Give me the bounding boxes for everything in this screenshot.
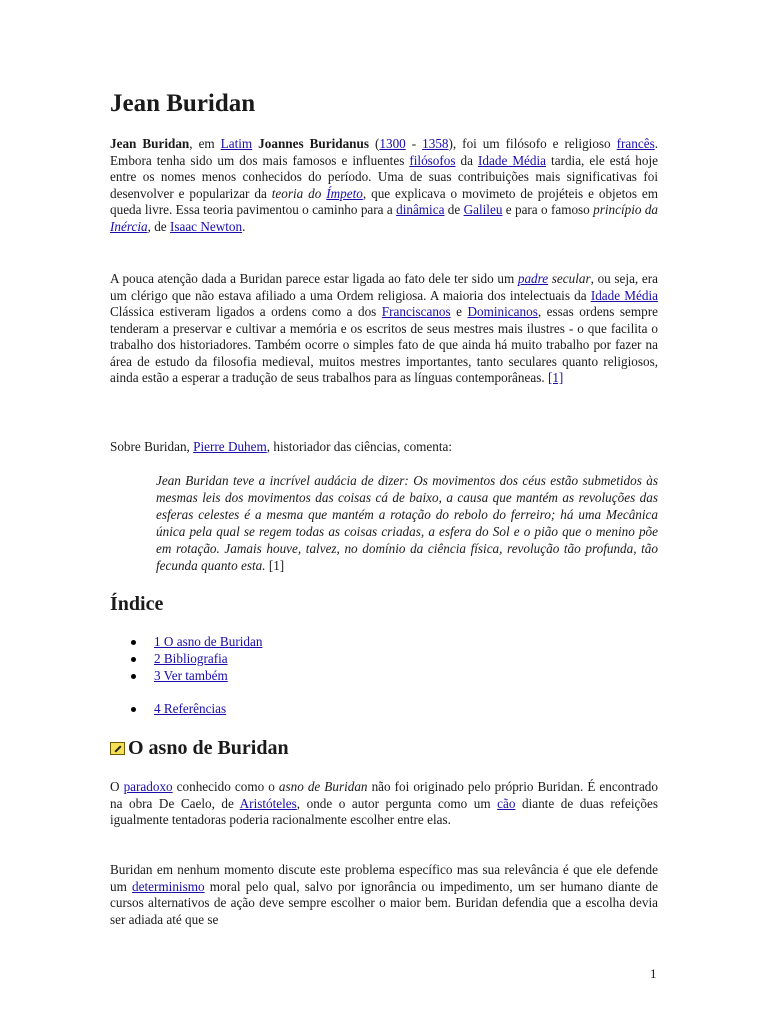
text: (	[368, 136, 380, 151]
link-dominicanos[interactable]: Dominicanos	[467, 304, 538, 319]
text: Buridan em nenhum momento discute este problema específico mas sua relevância é que ele defende um	[110, 862, 658, 894]
toc-item	[130, 634, 530, 651]
link-dinamica[interactable]: dinâmica	[396, 202, 445, 217]
context-paragraph	[110, 271, 658, 387]
text: não foi originado pelo próprio Buridan. É encontrado na obra De Caelo, de	[110, 779, 658, 811]
toc-list	[130, 634, 530, 684]
text: da	[455, 152, 479, 168]
link-idade-media[interactable]: Idade Média	[478, 152, 547, 168]
link-filosofos[interactable]: filósofos	[409, 152, 456, 168]
link-latim[interactable]: Latim	[220, 136, 253, 151]
text: conhecido como o	[172, 779, 279, 794]
page-title: Jean Buridan	[110, 90, 256, 117]
toc-list	[130, 701, 530, 718]
toc-link[interactable]: 3 Ver também	[154, 667, 228, 683]
page-number: 1	[650, 966, 657, 981]
text: ), foi um filósofo e religioso	[448, 136, 617, 151]
text: Sobre Buridan,	[110, 439, 194, 454]
text: tardia, ele está hoje entre os nomes menos conhecidos do período. Uma de suas contribuições mais significativas foi desenvolver e popularizar da	[110, 152, 658, 201]
link-aristoteles[interactable]: Aristóteles	[239, 795, 297, 811]
italic-text: princípio da	[593, 202, 659, 217]
text: , de	[147, 218, 170, 234]
text: , historiador das ciências, comenta:	[266, 439, 453, 454]
text: . Embora tenha sido um dos mais famosos e influentes	[110, 136, 659, 168]
link-franciscanos[interactable]: Franciscanos	[381, 304, 451, 319]
reference-link-1[interactable]: [1]	[547, 370, 564, 385]
text: , que explicava o movimeto de projéteis e objetos em queda livre. Essa teoria pavimentou o caminho para a	[110, 185, 658, 217]
text: de	[444, 202, 464, 217]
toc-item	[130, 651, 530, 668]
text: A pouca atenção dada a Buridan parece estar ligada ao fato dele ter sido um	[110, 271, 518, 286]
link-1358[interactable]: 1358	[422, 136, 449, 151]
link-galileu[interactable]: Galileu	[463, 202, 503, 217]
duhem-intro-paragraph	[110, 439, 658, 456]
text: , em	[189, 136, 221, 151]
link-inercia[interactable]: Inércia	[110, 218, 148, 234]
quote-reference: [1]	[265, 558, 285, 573]
link-1300[interactable]: 1300	[379, 136, 406, 151]
determinism-paragraph	[110, 862, 658, 928]
text: , ou seja, era um clérigo que não estava afiliado a uma Ordem religiosa. A maioria dos intelectuais da	[110, 271, 658, 303]
text: Clássica estiveram ligados a ordens como a dos	[110, 304, 382, 319]
text: O	[110, 779, 124, 794]
text: diante de duas refeições igualmente tentadoras poderia racionalmente escolher entre elas.	[110, 795, 658, 827]
italic-text: teoria do	[271, 185, 327, 201]
toc-heading: Índice	[110, 593, 164, 615]
toc-link[interactable]: 1 O asno de Buridan	[154, 634, 263, 649]
bold-name: Jean Buridan	[110, 136, 190, 151]
text: -	[405, 136, 423, 151]
section-title-text: O asno de Buridan	[128, 737, 289, 759]
paradox-paragraph	[110, 779, 658, 829]
text: e	[450, 304, 468, 319]
text: , onde o autor pergunta como um	[296, 795, 498, 811]
link-impeto[interactable]: Ímpeto	[326, 185, 363, 201]
text: , essas ordens sempre tenderam a preservar e cultivar a memória e os escritos de seus mestres mais ilustres - o que facilita o trabalho dos historiadores. Também ocorre o simples fato de que ainda há muito trabalho por fazer na área de estudo da filosofia medieval, muitos mestres importantes, tanto seculares quanto religiosos, ainda estão a esperar a tradução de seus trabalhos para as línguas contemporâneas.	[110, 304, 658, 385]
link-idade-media-2[interactable]: Idade Média	[590, 287, 658, 303]
link-frances[interactable]: francês	[616, 136, 655, 151]
toc-link[interactable]: 4 Referências	[154, 701, 227, 716]
link-isaac-newton[interactable]: Isaac Newton	[169, 218, 243, 234]
link-determinismo[interactable]: determinismo	[132, 878, 205, 894]
intro-paragraph	[110, 136, 658, 235]
blockquote	[156, 472, 658, 574]
section-heading	[110, 735, 289, 761]
quote-text: Jean Buridan teve a incrível audácia de dizer: Os movimentos dos céus estão submetidos às mesmas leis dos movimentos das coisas cá de baixo, a causa que mantém as revoluções das esferas celestes é a mesma que mantém a rotação do rebolo do ferreiro; há uma Mecânica única pela qual se regem todas as coisas criadas, a esfera do Sol e o pião que o menino põe em rotação. Jamais houve, talvez, no domínio da ciência física, revolução tão profunda, tão fecunda quanto esta.	[156, 473, 658, 573]
link-pierre-duhem[interactable]: Pierre Duhem	[193, 439, 267, 454]
text: .	[242, 218, 246, 234]
link-paradoxo[interactable]: paradoxo	[123, 779, 173, 794]
italic-text: asno de Buridan	[278, 779, 368, 794]
toc-item	[130, 701, 530, 718]
bold-latin-name: Joannes Buridanus	[258, 136, 369, 151]
text: moral pelo qual, salvo por ignorância ou impedimento, um ser humano diante de cursos alternativos de ação deve sempre escolher o maior bem. Buridan defendia que a escolha devia ser adiada até que se	[110, 878, 658, 927]
toc-item	[130, 668, 530, 685]
link-padre[interactable]: padre	[517, 271, 549, 286]
edit-icon[interactable]	[110, 742, 125, 755]
text: e para o famoso	[502, 202, 594, 217]
link-cao[interactable]: cão	[497, 795, 516, 811]
toc-link[interactable]: 2 Bibliografia	[154, 650, 228, 666]
italic-text: secular	[548, 271, 591, 286]
